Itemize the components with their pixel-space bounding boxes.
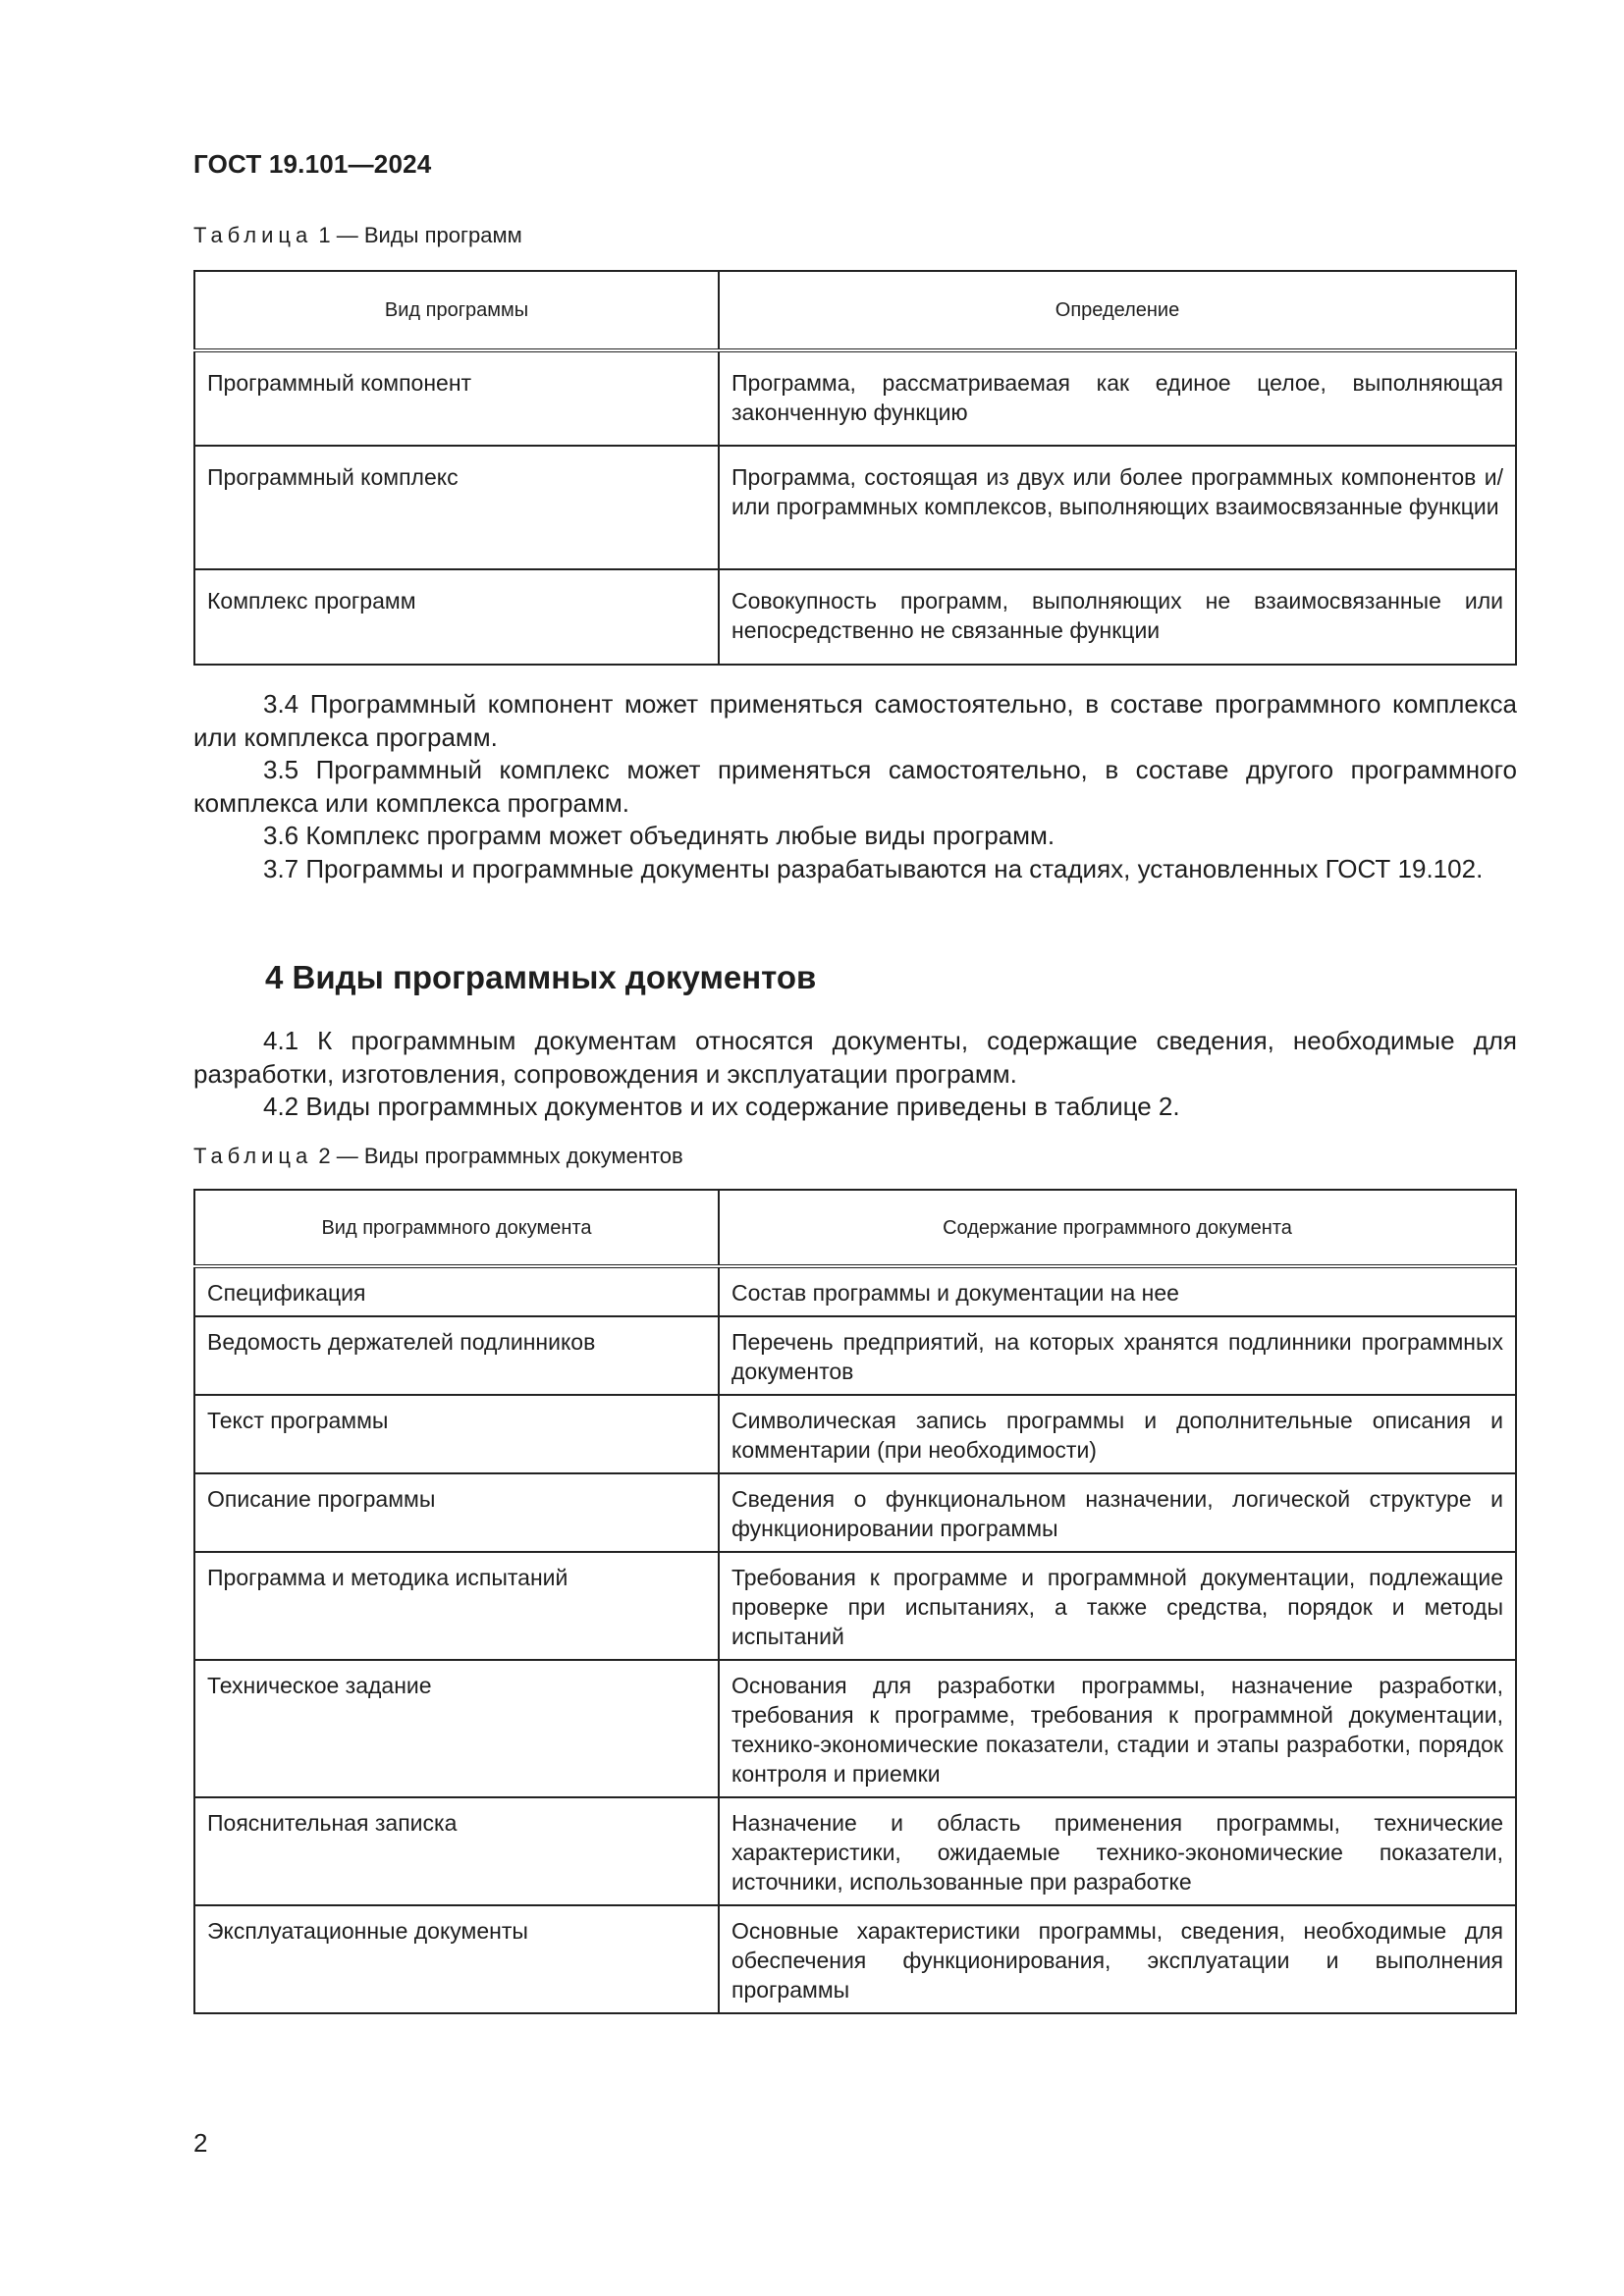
table2-caption — [193, 1144, 683, 1169]
paragraph-3-6: 3.6 Комплекс программ может объединять любые виды программ. — [263, 821, 1056, 850]
table-document-types — [193, 1189, 1517, 2014]
table1-caption — [193, 223, 522, 248]
table1-caption-label: Таблица — [193, 223, 313, 247]
table1-cell-type: Программный компонент — [194, 350, 719, 446]
table2-cell-content: Перечень предприятий, на которых хранятся подлинники программных документов — [719, 1316, 1516, 1395]
table-row — [194, 1660, 1516, 1797]
table-row — [194, 1473, 1516, 1552]
table2-cell-content: Сведения о функциональном назначении, логической структуре и функционировании программы — [719, 1473, 1516, 1552]
page-number: 2 — [193, 2128, 208, 2158]
table2-cell-type: Спецификация — [194, 1266, 719, 1316]
section4-text — [193, 1025, 1517, 1124]
table2-caption-label: Таблица — [193, 1144, 313, 1168]
table-row — [194, 1316, 1516, 1395]
section-4-title: 4 Виды программных документов — [265, 959, 817, 995]
table2-cell-content: Назначение и область применения программы, технические характеристики, ожидаемые технико-экономические показатели, источники, использованные при разработке — [719, 1797, 1516, 1905]
paragraph-4-1: 4.1 К программным документам относятся документы, содержащие сведения, необходимые для разработки, изготовления, сопровождения и эксплуатации программ. — [193, 1026, 1517, 1089]
table2-cell-type: Эксплуатационные документы — [194, 1905, 719, 2013]
table-row — [194, 569, 1516, 665]
table1-cell-definition: Совокупность программ, выполняющих не взаимосвязанные или непосредственно не связанные функции — [719, 569, 1516, 665]
table2-cell-content: Требования к программе и программной документации, подлежащие проверке при испытаниях, а также средства, порядок и методы испытаний — [719, 1552, 1516, 1660]
table-row — [194, 1797, 1516, 1905]
table1-cell-definition: Программа, рассматриваемая как единое целое, выполняющая законченную функцию — [719, 350, 1516, 446]
table2-header-content: Содержание программного документа — [719, 1190, 1516, 1266]
table-row — [194, 446, 1516, 569]
table1-cell-type: Программный комплекс — [194, 446, 719, 569]
table2-cell-type: Пояснительная записка — [194, 1797, 719, 1905]
paragraph-3-5: 3.5 Программный комплекс может применяться самостоятельно, в составе другого программного комплекса или комплекса программ. — [193, 755, 1517, 818]
section3-text — [193, 688, 1517, 885]
document-number: ГОСТ 19.101—2024 — [193, 149, 432, 179]
table1-header-type: Вид программы — [194, 271, 719, 350]
table2-cell-content: Основные характеристики программы, сведения, необходимые для обеспечения функционирования, эксплуатации и выполнения программы — [719, 1905, 1516, 2013]
table2-cell-type: Описание программы — [194, 1473, 719, 1552]
table-row — [194, 350, 1516, 446]
table1-caption-title: 1 — Виды программ — [312, 223, 522, 247]
table2-cell-type: Ведомость держателей подлинников — [194, 1316, 719, 1395]
table-row — [194, 1905, 1516, 2013]
table-program-types — [193, 270, 1517, 666]
paragraph-4-2: 4.2 Виды программных документов и их содержание приведены в таблице 2. — [263, 1092, 1180, 1121]
table2-cell-content: Основания для разработки программы, назначение разработки, требования к программе, требования к программной документации, технико-экономические показатели, стадии и этапы разработки, порядок контроля и приемки — [719, 1660, 1516, 1797]
table-row — [194, 1552, 1516, 1660]
table-row — [194, 1266, 1516, 1316]
table2-cell-type: Техническое задание — [194, 1660, 719, 1797]
table2-header-type: Вид программного документа — [194, 1190, 719, 1266]
table-row — [194, 1395, 1516, 1473]
table2-cell-content: Состав программы и документации на нее — [719, 1266, 1516, 1316]
table2-cell-type: Текст программы — [194, 1395, 719, 1473]
table2-cell-content: Символическая запись программы и дополнительные описания и комментарии (при необходимости) — [719, 1395, 1516, 1473]
table1-cell-definition: Программа, состоящая из двух или более программных компонентов и/или программных комплексов, выполняющих взаимосвязанные функции — [719, 446, 1516, 569]
paragraph-3-4: 3.4 Программный компонент может применяться самостоятельно, в составе программного комплекса или комплекса программ. — [193, 689, 1517, 752]
table2-cell-type: Программа и методика испытаний — [194, 1552, 719, 1660]
table1-cell-type: Комплекс программ — [194, 569, 719, 665]
paragraph-3-7: 3.7 Программы и программные документы разрабатываются на стадиях, установленных ГОСТ 19.102. — [263, 853, 1484, 883]
table2-caption-title: 2 — Виды программных документов — [312, 1144, 683, 1168]
table1-header-definition: Определение — [719, 271, 1516, 350]
